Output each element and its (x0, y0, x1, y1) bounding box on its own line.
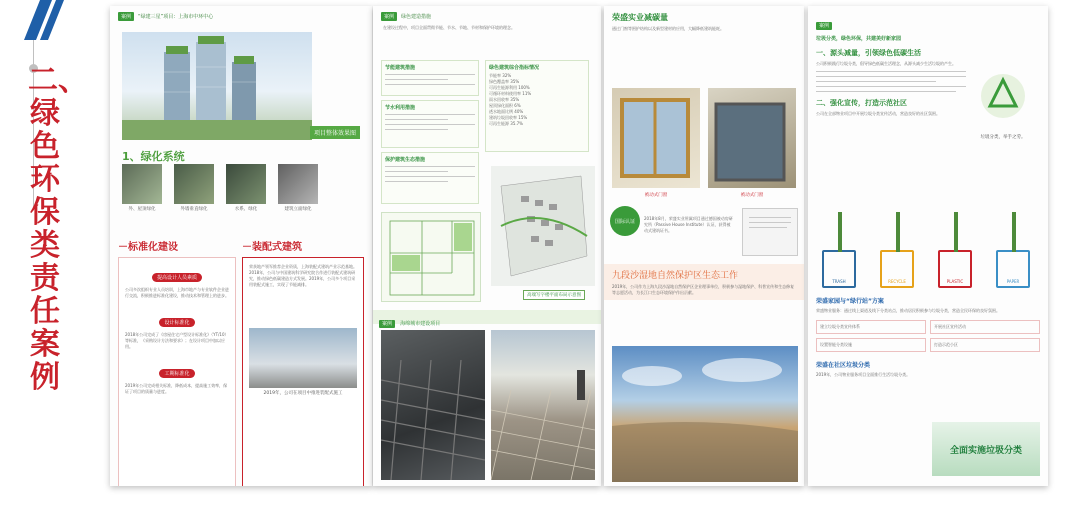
building-render-image (122, 32, 312, 140)
prefab-caption: 2019年，公司在项目中推进装配式施工 (263, 391, 343, 396)
std-pill: 工期标准化 (159, 369, 194, 378)
certification-badge: 国际认证 (610, 206, 640, 236)
prefab-section (242, 238, 364, 486)
thumb-item: 建筑立面绿化 (278, 164, 318, 212)
prefab-title: －装配式建筑 (242, 242, 302, 253)
panel-header: 案例 绿色建造措施 (373, 6, 601, 23)
wetland-photo (612, 346, 798, 482)
sub1-title: 一、源头减量，引领绿色低碳生活 (816, 49, 921, 57)
bins-row (822, 202, 1034, 288)
subsection-bar: 案例 海绵城市建设项目 (373, 310, 601, 324)
recycle-bin-icon: RECYCLE (880, 250, 914, 288)
panel-garbage-sorting: 案例 垃圾分类，绿色环保，共建美好新家园 一、源头减量，引领绿色低碳生活 公司积极践行垃圾分类，倡导绿色低碳生活理念，从源头减少生活垃圾的产生。 二、强化宣传，打造示范社区 公司在全部物业项目中开展垃圾分类宣传活动，营造良好的社区氛围。 垃圾分类，举手之劳。 TRASH RECYCLE PLASTIC PAPER 荣盛家园与“绿行站”方案 荣盛物业服务：通过线上渠道及线下分类站点，推动居民积极参与垃圾分类，营造全民环保的良好氛围。 建立垃圾分类宣传体系 开展社区宣传活动 设置智能分类设施 打造示范小区 荣盛在社区垃圾分类 2019年，公司物业服务项目全面推行生活垃圾分类。 全面实施垃圾分类 (808, 6, 1048, 486)
section-greening-title: 1、绿化系统 (122, 150, 185, 163)
wetland-title: 九段沙湿地自然保护区生态工作 (612, 271, 739, 281)
page-title: 二、绿色环保类责任案例 (28, 63, 88, 395)
floorplan-left (381, 212, 481, 302)
construction-photo (381, 330, 485, 480)
panel-green-building (373, 6, 601, 486)
thumb-item: 水系、绿化 (226, 164, 266, 212)
trash-bin-icon: TRASH (822, 250, 856, 288)
window-photo-2 (708, 88, 796, 188)
decorative-stripes-icon (0, 0, 80, 40)
prefab-text: 荣获地产领军推荐企业资质，上海装配式建筑产业示范基地。2018年，公司与中国建筑科学研究院合作进行装配式建筑研究，推动绿色低碳建造方式发展。2019年，公司多个项目采用装配式施工，实现了节能减排。 (249, 264, 357, 287)
panel-header (110, 6, 372, 23)
header-text: “绿建三星”项目：上海市中环中心 (138, 14, 214, 20)
panel-carbon-reduction: 荣盛实业减碳量 通过门窗等围护结构以及新型建材的应用，大幅降低建筑能耗。 被动式门窗 被动式门窗 国际认证 2018年8月，荣盛实业所属项目通过德国被动房研究所（Passive House Institute）认证，获得被动式建筑证书。 九段沙湿地自然保护区生态工作 2019年，公司作为上海九段沙湿地自然保护区企业理事单位，积极参与湿地保护、科普宣传和生态修复等志愿活动，为长江口生态环境保护作出贡献。 (604, 6, 804, 486)
certificate-image (742, 208, 798, 256)
measures-column: 节能建筑措施 节水利用措施 保护建筑生态措施 (381, 60, 479, 204)
top-text: 垃圾分类，绿色环保，共建美好新家园 (816, 36, 902, 42)
window-photo-1 (612, 88, 700, 188)
wetland-text: 2019年，公司作为上海九段沙湿地自然保护区企业理事单位，积极参与湿地保护、科普宣传和生态修复等志愿活动，为长江口生态环境保护作出贡献。 (612, 284, 795, 295)
prefab-photo (249, 328, 357, 388)
campaign-banner: 全面实施垃圾分类 (932, 422, 1040, 476)
intro-text: 在建设过程中，项目全面贯彻节能、节水、节地、节材和保护环境的理念。 (383, 25, 515, 30)
std-pill: 提高设计人员素质 (152, 273, 202, 282)
site-plan (491, 166, 595, 286)
std-title: －标准化建设 (118, 242, 178, 253)
recycle-illustration: 垃圾分类，举手之劳。 (968, 66, 1038, 136)
panel-zhonghuan (110, 6, 372, 486)
greening-thumbs (122, 164, 318, 212)
wetland-section (604, 264, 804, 300)
plan-caption: 高端写字楼平面布局示意图 (523, 290, 585, 300)
standardization-section: －标准化建设 提高设计人员素质 公司多次组织专业人员培训，上海市地产与专业软件企业进行交流，积极推进标准化建设，推动技术和管理上的进步。 设计标准化 2018年公司完成了《房屋住宅户型设计标准化》（YT/10）等标准，《采购设计方法和要求》；在设计项目中加以应用。 工期标准化 2019年公司完成相关标准，降低成本，提高施工效率，保证了项目的质量与进度。 (118, 238, 236, 486)
case-tag: 案例 (118, 12, 134, 21)
panel3-intro: 通过门窗等围护结构以及新型建材的应用，大幅降低建筑能耗。 (612, 26, 724, 31)
sub2-title: 二、强化宣传，打造示范社区 (816, 99, 907, 107)
flow-section: 荣盛家园与“绿行站”方案 荣盛物业服务：通过线上渠道及线下分类站点，推动居民积极参与垃圾分类，营造全民环保的良好氛围。 建立垃圾分类宣传体系 开展社区宣传活动 设置智能分类设施 打造示范小区 荣盛在社区垃圾分类 2019年，公司物业服务项目全面推行生活垃圾分类。 (816, 296, 1040, 378)
cert-text: 2018年8月，荣盛实业所属项目通过德国被动房研究所（Passive House Institute）认证，获得被动式建筑证书。 (644, 216, 733, 233)
paper-bin-icon: PAPER (996, 250, 1030, 288)
panel3-title: 荣盛实业减碳量 (612, 13, 668, 22)
banner-caption: 项目整体效果图 (310, 126, 360, 139)
paving-photo (491, 330, 595, 480)
std-pill: 设计标准化 (159, 318, 194, 327)
plastic-bin-icon: PLASTIC (938, 250, 972, 288)
stats-box: 绿色建筑综合指标情况 节能率 32% 绿色覆盖率 35% 可再生能源利用 100% 可循环材料使用率 11% 雨水回收率 35% 屋顶绿化面积 6% 透水地面比例 40% 建筑垃圾回收率 15% 可再生能源 35.7% (485, 60, 589, 152)
thumb-item: 外墙垂直绿化 (174, 164, 214, 212)
thumb-item: 外、屋顶绿化 (122, 164, 162, 212)
